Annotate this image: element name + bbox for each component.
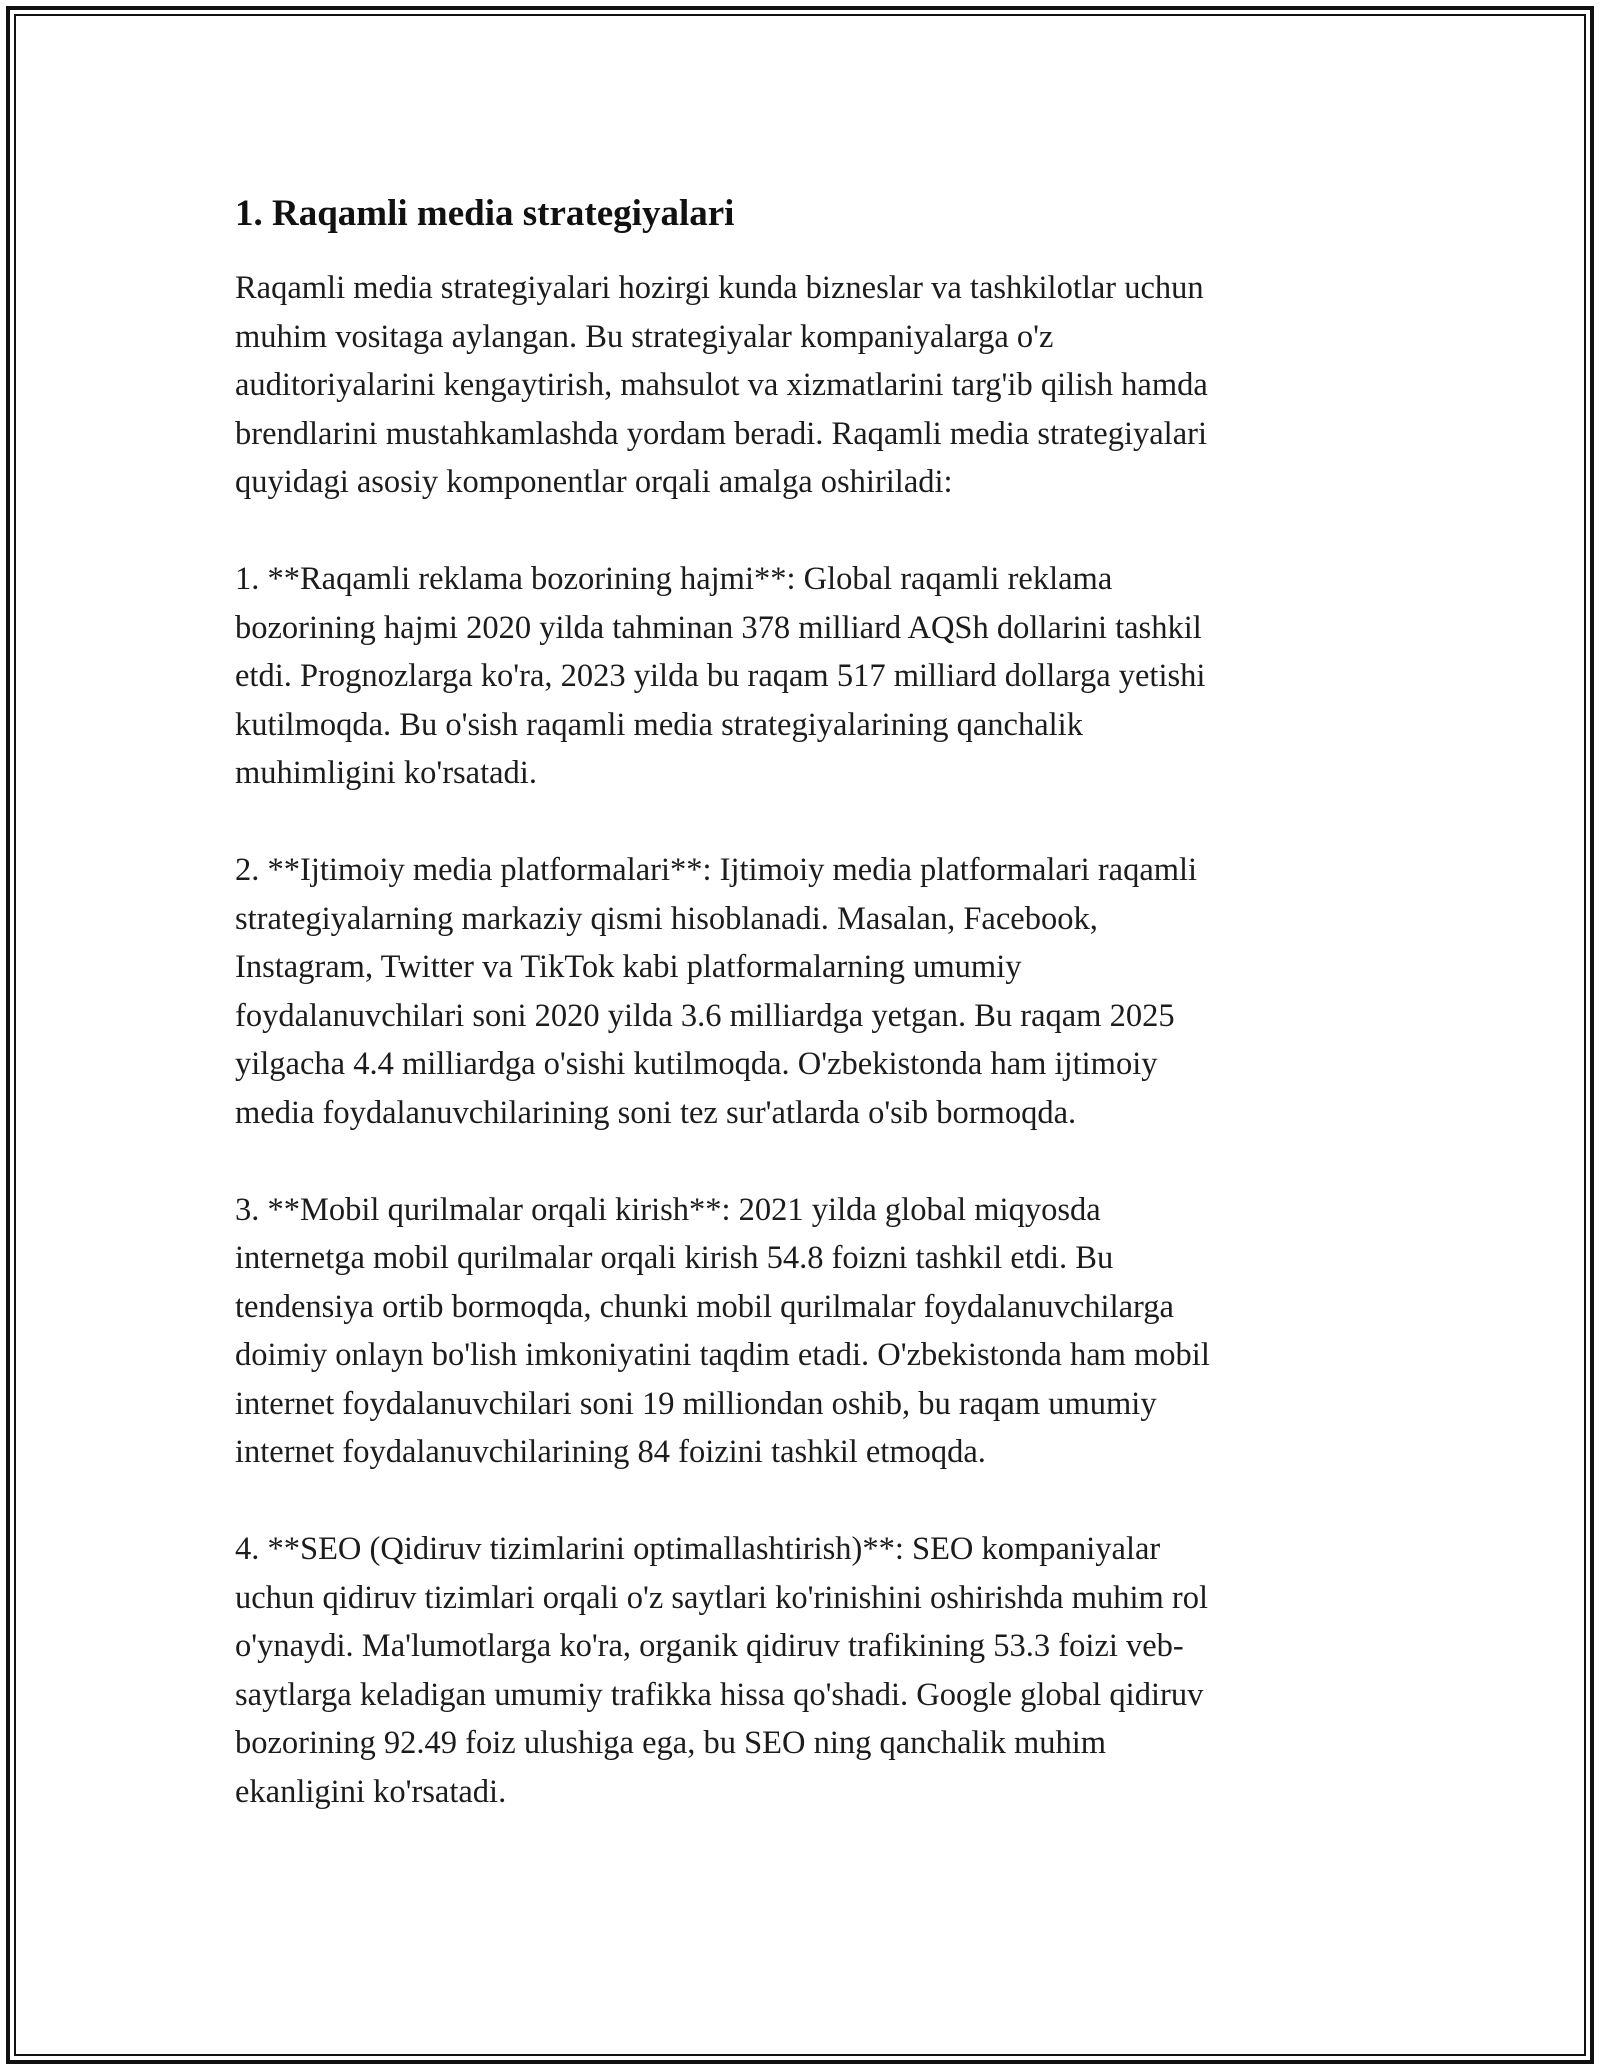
document-body (235, 186, 1355, 1865)
intro-paragraph: Raqamli media strategiyalari hozirgi kunda bizneslar va tashkilotlar uchun muhim vositaga aylangan. Bu strategiyalar kompaniyalarga o'z auditoriyalarini kengaytirish, mahsulot va xizmatlarini targ'ib qilish hamda brendlarini mustahkamlashda yordam beradi. Raqamli media strategiyalari quyidagi asosiy komponentlar orqali amalga oshiriladi: (235, 270, 1208, 500)
item-2-paragraph: 2. **Ijtimoiy media platformalari**: Ijtimoiy media platformalari raqamli strategiyalarning markaziy qismi hisoblanadi. Masalan, Facebook, Instagram, Twitter va TikTok kabi platformalarning umumiy foydalanuvchilari soni 2020 yilda 3.6 milliardga yetgan. Bu raqam 2025 yilgacha 4.4 milliardga o'sishi kutilmoqda. O'zbekistonda ham ijtimoiy media foydalanuvchilarining soni tez sur'atlarda o'sib bormoqda. (235, 852, 1198, 1131)
item-4-paragraph: 4. **SEO (Qidiruv tizimlarini optimallashtirish)**: SEO kompaniyalar uchun qidiruv tizimlari orqali o'z saytlari ko'rinishini oshirishda muhim rol o'ynaydi. Ma'lumotlarga ko'ra, organik qidiruv trafikining 53.3 foizi veb- saytlarga keladigan umumiy trafikka hissa qo'shadi. Google global qidiruv bozorining 92.49 foiz ulushiga ega, bu SEO ning qanchalik muhim ekanligini ko'rsatadi. (235, 1531, 1209, 1810)
item-3-paragraph: 3. **Mobil qurilmalar orqali kirish**: 2021 yilda global miqyosda internetga mobil qurilmalar orqali kirish 54.8 foizni tashkil etdi. Bu tendensiya ortib bormoqda, chunki mobil qurilmalar foydalanuvchilarga doimiy onlayn bo'lish imkoniyatini taqdim etadi. O'zbekistonda ham mobil internet foydalanuvchilari soni 19 milliondan oshib, bu raqam umumiy internet foydalanuvchilarining 84 foizini tashkil etmoqda. (235, 1191, 1210, 1470)
section-heading: 1. Raqamli media strategiyalari (235, 193, 735, 234)
item-1-paragraph: 1. **Raqamli reklama bozorining hajmi**: Global raqamli reklama bozorining hajmi 2020 yilda tahminan 378 milliard AQSh dollarini tashkil etdi. Prognozlarga ko'ra, 2023 yilda bu raqam 517 milliard dollarga yetishi kutilmoqda. Bu o'sish raqamli media strategiyalarining qanchalik muhimligini ko'rsatadi. (235, 561, 1206, 791)
